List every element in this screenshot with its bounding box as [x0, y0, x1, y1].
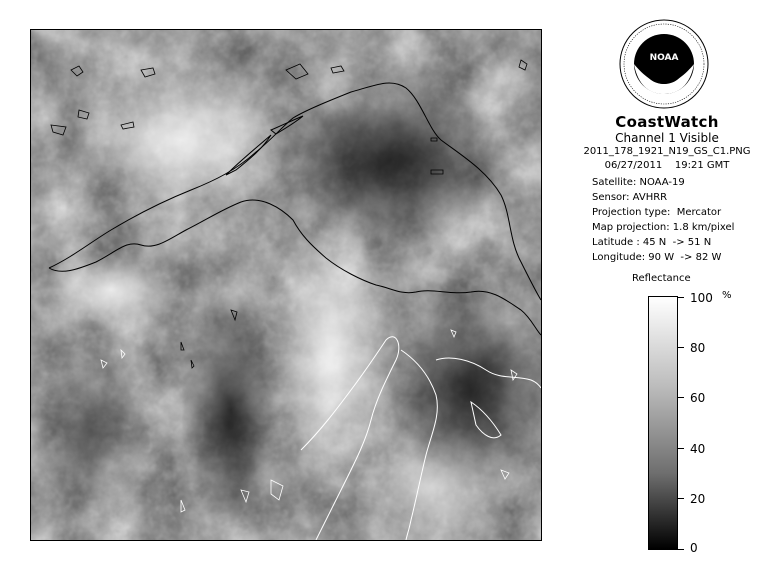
legend-tick-label: 80: [690, 341, 706, 355]
legend-tick-label: 0: [690, 541, 698, 555]
clear-region: [31, 340, 151, 520]
metadata-list: [592, 175, 778, 265]
legend-tick: [678, 549, 684, 550]
legend-title: Reflectance: [632, 273, 691, 284]
satellite-image: [30, 29, 542, 541]
legend-tick-label: 20: [690, 492, 706, 506]
latitude-label: Latitude : 45 N -> 51 N: [592, 237, 712, 248]
projection-type-label: Projection type: Mercator: [592, 207, 722, 218]
cloud-band: [71, 70, 291, 210]
noaa-seal-icon: [618, 18, 710, 110]
filename-label: 2011_178_1921_N19_GS_C1.PNG: [583, 146, 751, 157]
map-projection-label: Map projection: 1.8 km/pixel: [592, 222, 735, 233]
title-block: [556, 114, 778, 173]
legend-tick-label: 60: [690, 391, 706, 405]
legend-tick: [678, 448, 684, 449]
legend-tick: [678, 297, 684, 298]
logo-text: NOAA: [649, 53, 679, 63]
clear-region: [271, 70, 511, 250]
legend-tick: [678, 397, 684, 398]
brand-title: CoastWatch: [615, 113, 719, 131]
satellite-label: Satellite: NOAA-19: [592, 177, 685, 188]
channel-label: Channel 1 Visible: [615, 131, 719, 145]
datetime-label: 06/27/2011 19:21 GMT: [604, 160, 730, 171]
cloud-band: [41, 250, 181, 330]
cloud-band: [261, 220, 401, 480]
sensor-label: Sensor: AVHRR: [592, 192, 668, 203]
legend-tick-label: 40: [690, 442, 706, 456]
legend-tick: [678, 347, 684, 348]
legend-unit: %: [722, 290, 732, 301]
reflectance-colorbar: [648, 296, 678, 550]
legend-tick: [678, 498, 684, 499]
longitude-label: Longitude: 90 W -> 82 W: [592, 252, 722, 263]
legend-tick-label: 100: [690, 291, 713, 305]
cloud-imagery: [31, 30, 541, 540]
